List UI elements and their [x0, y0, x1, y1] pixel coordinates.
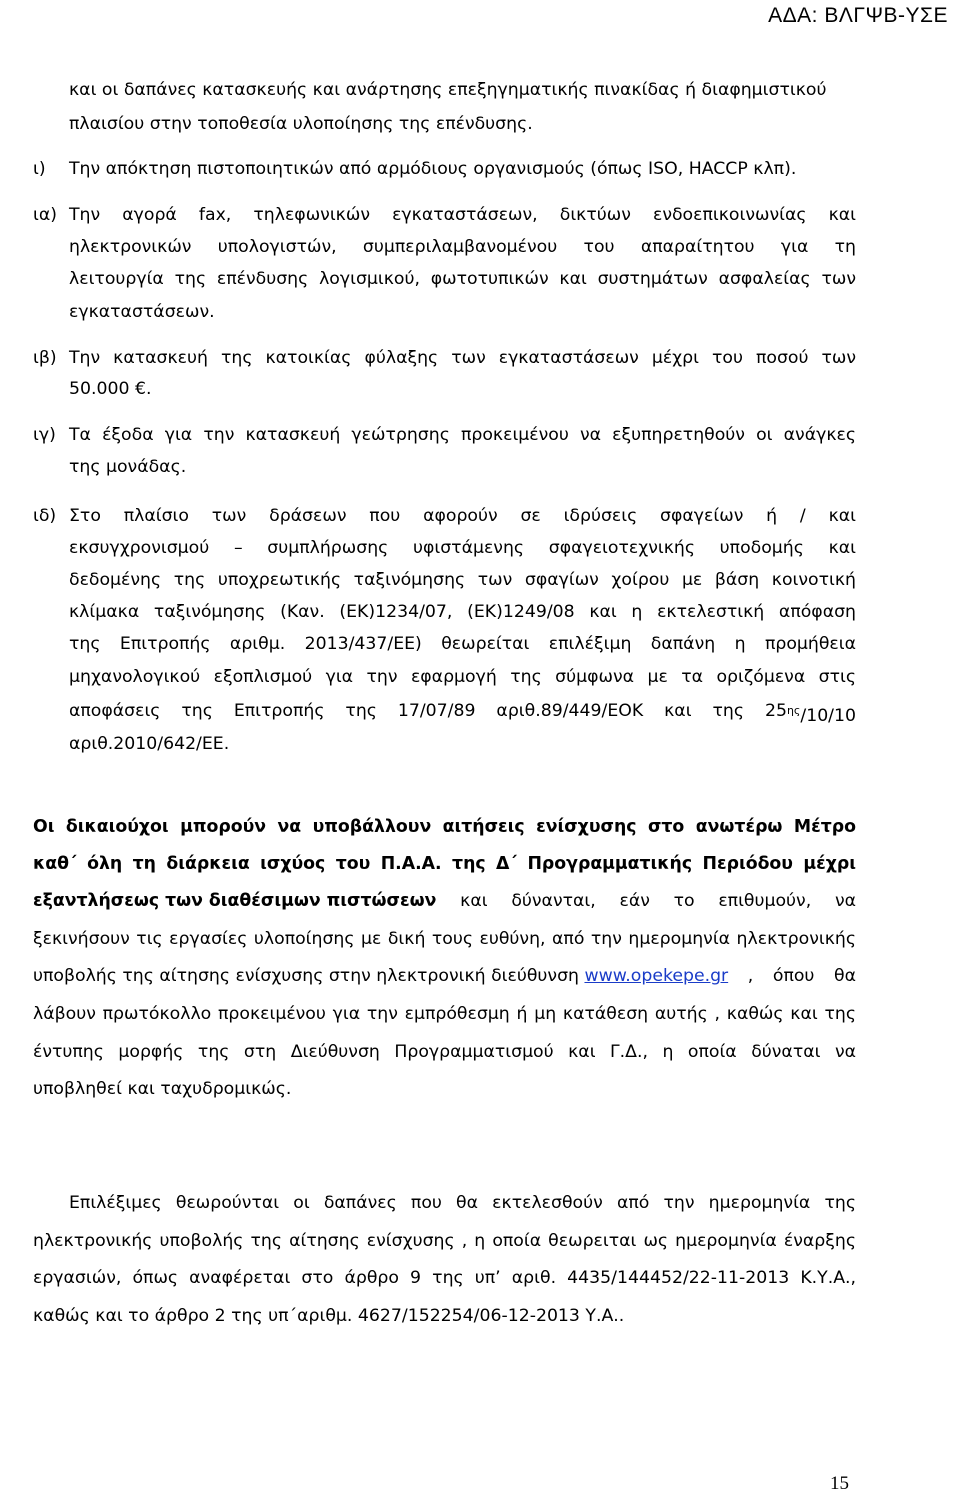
para1-line-5-post: , όπου θα	[728, 966, 856, 986]
item-id-line-1: Στο πλαίσιο των δράσεων που αφορούν σε ιδρύσεις σφαγείων ή / και	[69, 506, 856, 526]
item-id-line-7-end	[787, 700, 856, 727]
item-id-line-7	[69, 700, 856, 727]
continued-line-2: πλαισίου στην τοποθεσία υλοποίησης της επένδυσης.	[69, 114, 533, 134]
para2-line-2: ηλεκτρονικής υποβολής της αίτησης ενίσχυσης , η οποία θεωρειται ως ημερομηνία έναρξης	[33, 1231, 856, 1251]
para1-line-4: ξεκινήσουν τις εργασίες υλοποίησης με δική τους ευθύνη, από την ημερομηνία ηλεκτρονικής	[33, 929, 856, 949]
ordinal-superscript: ης	[786, 704, 801, 717]
item-i-line-1: Την απόκτηση πιστοποιητικών από αρμόδιους οργανισμούς (όπως ISO, HACCP κλπ).	[69, 159, 797, 179]
page-number: 15	[830, 1473, 849, 1494]
item-label-ig: ιγ)	[33, 425, 56, 445]
item-ib-line-2: 50.000 €.	[69, 379, 152, 399]
item-ia-line-3: λειτουργία της επένδυσης λογισμικού, φωτοτυπικών και συστημάτων ασφαλείας των	[69, 269, 856, 289]
para1-line-3	[33, 890, 856, 912]
para1-line-6: λάβουν πρωτόκολλο προκειμένου για την εμπρόθεσμη ή μη κατάθεση αυτής , καθώς και της	[33, 1004, 856, 1024]
item-label-id: ιδ)	[33, 506, 57, 526]
opekepe-link[interactable]: www.opekepe.gr	[584, 966, 729, 986]
para1-line-2: καθ΄ όλη τη διάρκεια ισχύος του Π.Α.Α. της Δ΄ Προγραμματικής Περιόδου μέχρι	[33, 854, 856, 874]
item-id-line-5: της Επιτροπής αριθμ. 2013/437/ΕΕ) θεωρείται επιλέξιμη δαπάνη η προμήθεια	[69, 634, 856, 654]
para1-line-1: Οι δικαιούχοι μπορούν να υποβάλλουν αιτήσεις ενίσχυσης στο ανωτέρω Μέτρο	[33, 817, 856, 837]
para2-line-3: εργασιών, όπως αναφέρεται στο άρθρο 9 της υπ’ αριθ. 4435/144452/22-11-2013 Κ.Υ.Α.,	[33, 1268, 856, 1288]
para1-line-3-rest: και δύνανται, εάν το επιθυμούν, να	[436, 891, 856, 911]
continued-line-1: και οι δαπάνες κατασκευής και ανάρτησης επεξηγηματικής πινακίδας ή διαφημιστικού	[69, 80, 827, 100]
para2-line-4: καθώς και το άρθρο 2 της υπ΄αριθμ. 4627/152254/06-12-2013 Υ.Α..	[33, 1306, 625, 1326]
para1-line-5-pre: υποβολής της αίτησης ενίσχυσης στην ηλεκτρονική διεύθυνση	[33, 966, 585, 986]
item-ig-line-2: της μονάδας.	[69, 457, 187, 477]
para1-line-5	[33, 965, 856, 987]
item-ia-line-1: Την αγορά fax, τηλεφωνικών εγκαταστάσεων, δικτύων ενδοεπικοινωνίας και	[69, 205, 856, 225]
para1-line-8: υποβληθεί και ταχυδρομικώς.	[33, 1079, 292, 1099]
item-id-line-8: αριθ.2010/642/ΕΕ.	[69, 734, 230, 754]
item-label-i: ι)	[33, 159, 46, 179]
item-id-line-6: μηχανολογικού εξοπλισμού για την εφαρμογή της σύμφωνα με τα οριζόμενα στις	[69, 667, 856, 687]
item-id-line-7-date: /10/10	[800, 706, 856, 726]
item-id-line-7-text: αποφάσεις της Επιτροπής της 17/07/89 αριθ.89/449/ΕΟΚ και της 25	[69, 701, 787, 721]
item-ig-line-1: Τα έξοδα για την κατασκευή γεώτρησης προκειμένου να εξυπηρετηθούν οι ανάγκες	[69, 425, 856, 445]
para1-line-7: έντυπης μορφής της στη Διεύθυνση Προγραμματισμού και Γ.Δ., η οποία δύναται να	[33, 1042, 856, 1062]
item-ia-line-4: εγκαταστάσεων.	[69, 302, 215, 322]
item-ib-line-1: Την κατασκευή της κατοικίας φύλαξης των εγκαταστάσεων μέχρι του ποσού των	[69, 348, 856, 368]
item-ia-line-2: ηλεκτρονικών υπολογιστών, συμπεριλαμβανομένου του απαραίτητου για τη	[69, 237, 856, 257]
item-label-ib: ιβ)	[33, 348, 57, 368]
ada-header: ΑΔΑ: ΒΛΓΨΒ-ΥΣΕ	[768, 4, 948, 27]
para1-line-3-bold: εξαντλήσεως των διαθέσιμων πιστώσεων	[33, 891, 437, 911]
para2-line-1: Επιλέξιμες θεωρούνται οι δαπάνες που θα εκτελεσθούν από την ημερομηνία της	[69, 1193, 856, 1213]
item-id-line-3: δεδομένης της υποχρεωτικής ταξινόμησης των σφαγίων χοίρου με βάση κοινοτική	[69, 570, 856, 590]
item-id-line-4: κλίμακα ταξινόμησης (Καν. (ΕΚ)1234/07, (ΕΚ)1249/08 και η εκτελεστική απόφαση	[69, 602, 856, 622]
item-label-ia: ια)	[33, 205, 57, 225]
item-id-line-2: εκσυγχρονισμού – συμπλήρωσης υφιστάμενης σφαγειοτεχνικής υποδομής και	[69, 538, 856, 558]
